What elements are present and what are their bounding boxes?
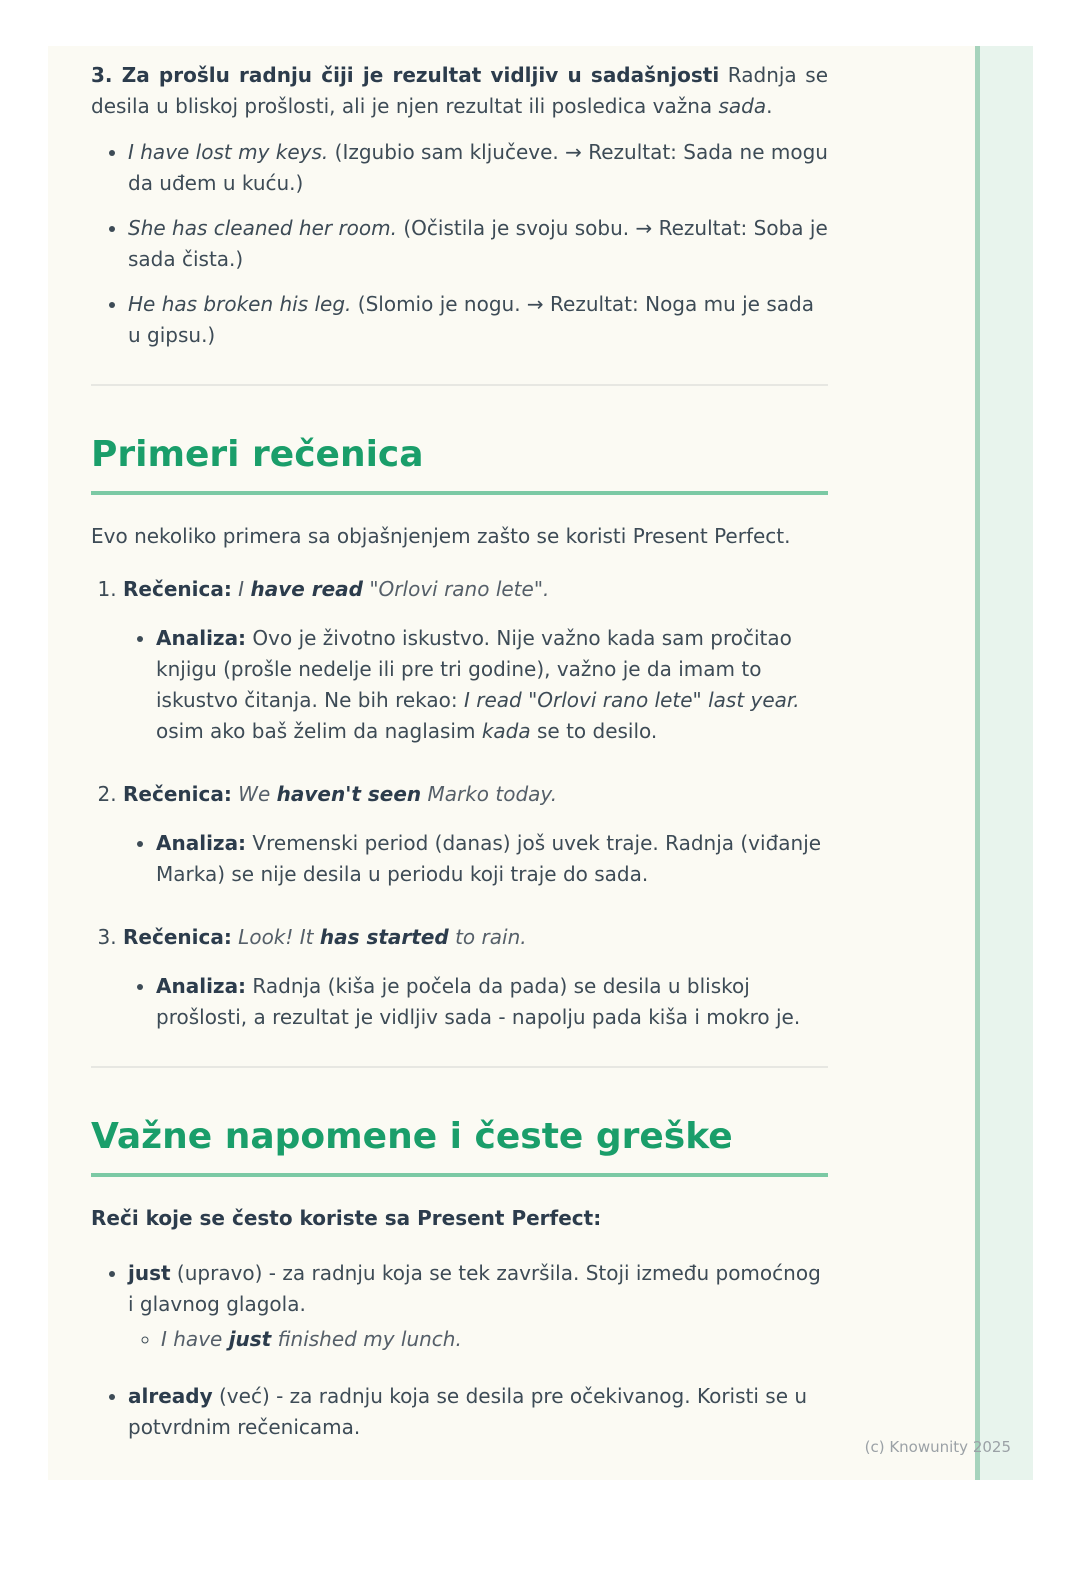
sentence-label: Rečenica: — [123, 782, 232, 806]
copyright-notice: (c) Knowunity 2025 — [864, 1438, 1011, 1456]
analysis-text: osim ako baš želim da naglasim — [156, 719, 482, 743]
document-page — [48, 46, 1033, 1480]
right-accent-stripe — [975, 46, 1033, 1480]
sentence-tail: to rain. — [448, 925, 527, 949]
list-item — [156, 828, 828, 890]
english-sentence: He has broken his leg. — [128, 292, 352, 316]
analysis-label: Analiza: — [156, 831, 247, 855]
numbered-example-list — [91, 574, 828, 1033]
result-example-list — [91, 137, 828, 351]
sentence-bold: haven't seen — [276, 782, 422, 806]
analysis-text: se to desilo. — [530, 719, 658, 743]
list-item — [156, 971, 828, 1033]
list-item — [161, 1324, 828, 1355]
sentence-pre: Look! It — [231, 925, 320, 949]
keyword-description: (upravo) - za radnju koja se tek završila. Stoji između pomoćnog i glavnog glagola. — [128, 1261, 821, 1316]
section-title-primeri: Primeri rečenica — [91, 431, 828, 495]
usage-rule-bold: 3. Za prošlu radnju čiji je rezultat vidljiv u sadašnjosti — [91, 63, 720, 87]
keyword: just — [128, 1261, 171, 1285]
notes-lead: Reči koje se često koriste sa Present Perfect: — [91, 1206, 602, 1230]
list-item — [128, 1381, 828, 1443]
sentence-bold: have read — [250, 577, 363, 601]
section-intro: Evo nekoliko primera sa objašnjenjem zašto se koristi Present Perfect. — [91, 524, 791, 548]
sentence-pre: I — [231, 577, 251, 601]
sentence-pre: We — [231, 782, 277, 806]
analysis-label: Analiza: — [156, 974, 247, 998]
list-item — [128, 213, 828, 275]
section-divider — [91, 384, 828, 386]
analysis-list — [123, 828, 828, 890]
list-item — [128, 1258, 828, 1355]
list-item — [128, 137, 828, 199]
example-pre: I have — [161, 1327, 229, 1351]
translation-text: (Slomio je nogu. → Rezultat: Noga mu je sada u gipsu.) — [128, 292, 814, 347]
analysis-italic: I read "Orlovi rano lete" last year. — [463, 688, 800, 712]
common-words-list — [91, 1258, 828, 1443]
example-bold: just — [228, 1327, 272, 1351]
keyword-description: (već) - za radnju koja se desila pre očekivanog. Koristi se u potvrdnim rečenicama. — [128, 1384, 808, 1439]
sentence-label: Rečenica: — [123, 577, 232, 601]
sub-example-list — [128, 1324, 828, 1355]
usage-rule-period: . — [766, 94, 773, 118]
list-item — [123, 574, 828, 747]
list-item — [156, 623, 828, 747]
translation-text: (Izgubio sam ključeve. → Rezultat: Sada ne mogu da uđem u kuću.) — [128, 140, 828, 195]
section-title-napomene: Važne napomene i česte greške — [91, 1113, 828, 1177]
analysis-text: Ovo je životno iskustvo. Nije važno kada sam pročitao knjigu (prošle nedelje ili pre tri godine), važno je da imam to iskustvo čitanja. Ne bih rekao: — [156, 626, 792, 712]
english-sentence: I have lost my keys. — [128, 140, 329, 164]
list-item — [123, 779, 828, 890]
analysis-text: Radnja (kiša je počela da pada) se desila u bliskoj prošlosti, a rezultat je vidljiv sada - napolju pada kiša i mokro je. — [156, 974, 801, 1029]
list-item — [128, 289, 828, 351]
keyword: already — [128, 1384, 213, 1408]
usage-rule-paragraph — [91, 60, 828, 122]
section-divider — [91, 1066, 828, 1068]
usage-rule-italic: sada — [718, 94, 767, 118]
sentence-tail: Marko today. — [421, 782, 558, 806]
translation-text: (Očistila je svoju sobu. → Rezultat: Soba je sada čista.) — [128, 216, 828, 271]
document-content — [48, 46, 828, 1473]
sentence-label: Rečenica: — [123, 925, 232, 949]
example-tail: finished my lunch. — [271, 1327, 462, 1351]
usage-rule-text: Radnja se desila u bliskoj prošlosti, ali je njen rezultat ili posledica važna — [91, 63, 828, 118]
sentence-bold: has started — [319, 925, 449, 949]
english-sentence: She has cleaned her room. — [128, 216, 397, 240]
analysis-list — [123, 623, 828, 747]
analysis-list — [123, 971, 828, 1033]
sentence-tail: "Orlovi rano lete". — [363, 577, 550, 601]
analysis-text: Vremenski period (danas) još uvek traje. Radnja (viđanje Marka) se nije desila u periodu koji traje do sada. — [156, 831, 822, 886]
list-item — [123, 922, 828, 1033]
analysis-label: Analiza: — [156, 626, 247, 650]
analysis-italic: kada — [481, 719, 531, 743]
